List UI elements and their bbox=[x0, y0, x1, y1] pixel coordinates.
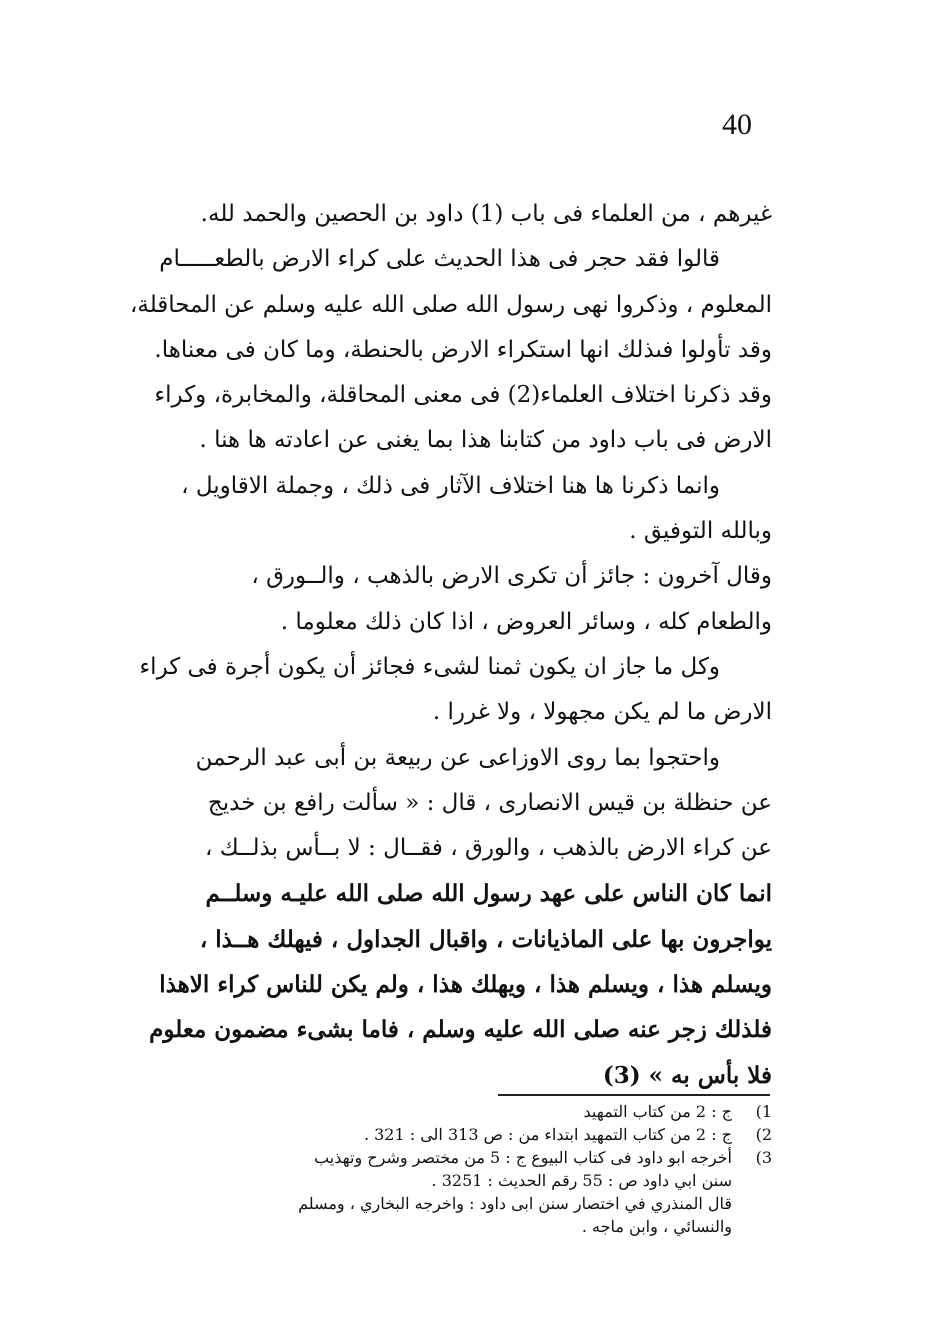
text-line: عن حنظلة بن قيس الانصارى ، قال : « سألت رافع بن خديج bbox=[207, 789, 772, 816]
text-line: عن كراء الارض بالذهب ، والورق ، فقــال : لا بــأس بذلــك ، bbox=[204, 835, 772, 862]
footnote-line: ج : 2 من كتاب التمهيد bbox=[583, 1102, 732, 1121]
footnote-number: 2) bbox=[755, 1125, 772, 1144]
text-line: فلذلك زجر عنه صلى الله عليه وسلم ، فاما بشىء مضمون معلوم bbox=[149, 1016, 772, 1044]
text-line: قالوا فقد حجر فى هذا الحديث على كراء الارض بالطعـــــام bbox=[159, 246, 720, 273]
text-line: يواجرون بها على الماذيانات ، واقبال الجداول ، فيهلك هــذا ، bbox=[199, 925, 772, 953]
text-line: وقال آخرون : جائز أن تكرى الارض بالذهب ، والــورق ، bbox=[251, 563, 772, 590]
footnote-line: قال المنذري في اختصار سنن ابى داود : واخرجه البخاري ، ومسلم bbox=[298, 1194, 732, 1213]
text-line: فلا بأس به » (3) bbox=[602, 1061, 772, 1089]
text-line: غيرهم ، من العلماء فى باب (1) داود بن الحصين والحمد لله. bbox=[200, 201, 772, 227]
text-line: وبالله التوفيق . bbox=[629, 518, 772, 545]
text-line: وقد تأولوا فىذلك انها استكراء الارض بالحنطة، وما كان فى معناها. bbox=[154, 336, 772, 363]
text-line: ويسلم هذا ، ويسلم هذا ، ويهلك هذا ، ولم يكن للناس كراء الاهذا bbox=[159, 971, 772, 999]
footnote-line: أخرجه ابو داود فى كتاب البيوع ج : 5 من مختصر وشرح وتهذيب bbox=[314, 1148, 732, 1167]
text-line: وقد ذكرنا اختلاف العلماء(2) فى معنى المحاقلة، والمخابرة، وكراء bbox=[154, 382, 772, 409]
text-line: والطعام كله ، وسائر العروض ، اذا كان ذلك معلوما . bbox=[280, 608, 772, 635]
footnote bbox=[100, 1100, 772, 1123]
text-line: الارض فى باب داود من كتابنا هذا بما يغنى عن اعادته ها هنا . bbox=[199, 427, 772, 454]
text-line: وكل ما جاز ان يكون ثمنا لشىء فجائز أن يكون أجرة فى كراء bbox=[139, 653, 720, 680]
footnote-line: والنسائي ، وابن ماجه . bbox=[581, 1217, 732, 1236]
footnote bbox=[100, 1123, 772, 1146]
text-line: واحتجوا بما روى الاوزاعى عن ربيعة بن أبى عبد الرحمن bbox=[195, 744, 720, 771]
footnote bbox=[100, 1146, 772, 1238]
text-line: انما كان الناس على عهد رسول الله صلى الله عليـه وسلــم bbox=[205, 880, 772, 908]
main-text bbox=[100, 192, 772, 1098]
page-number: 40 bbox=[722, 108, 752, 141]
footnote-separator bbox=[498, 1094, 770, 1096]
footnote-line: سنن ابي داود ص : 55 رقم الحديث : 3251 . bbox=[431, 1171, 732, 1190]
text-line: الارض ما لم يكن مجهولا ، ولا غررا . bbox=[432, 699, 772, 726]
footnote-number: 1) bbox=[755, 1102, 772, 1121]
footnotes bbox=[100, 1100, 772, 1238]
footnote-number: 3) bbox=[755, 1148, 772, 1167]
text-line: المعلوم ، وذكروا نهى رسول الله صلى الله عليه وسلم عن المحاقلة، bbox=[129, 291, 772, 318]
text-line: وانما ذكرنا ها هنا اختلاف الآثار فى ذلك ، وجملة الاقاويل ، bbox=[181, 472, 720, 499]
footnote-line: ج : 2 من كتاب التمهيد ابتداء من : ص 313 الى : 321 . bbox=[363, 1125, 732, 1144]
